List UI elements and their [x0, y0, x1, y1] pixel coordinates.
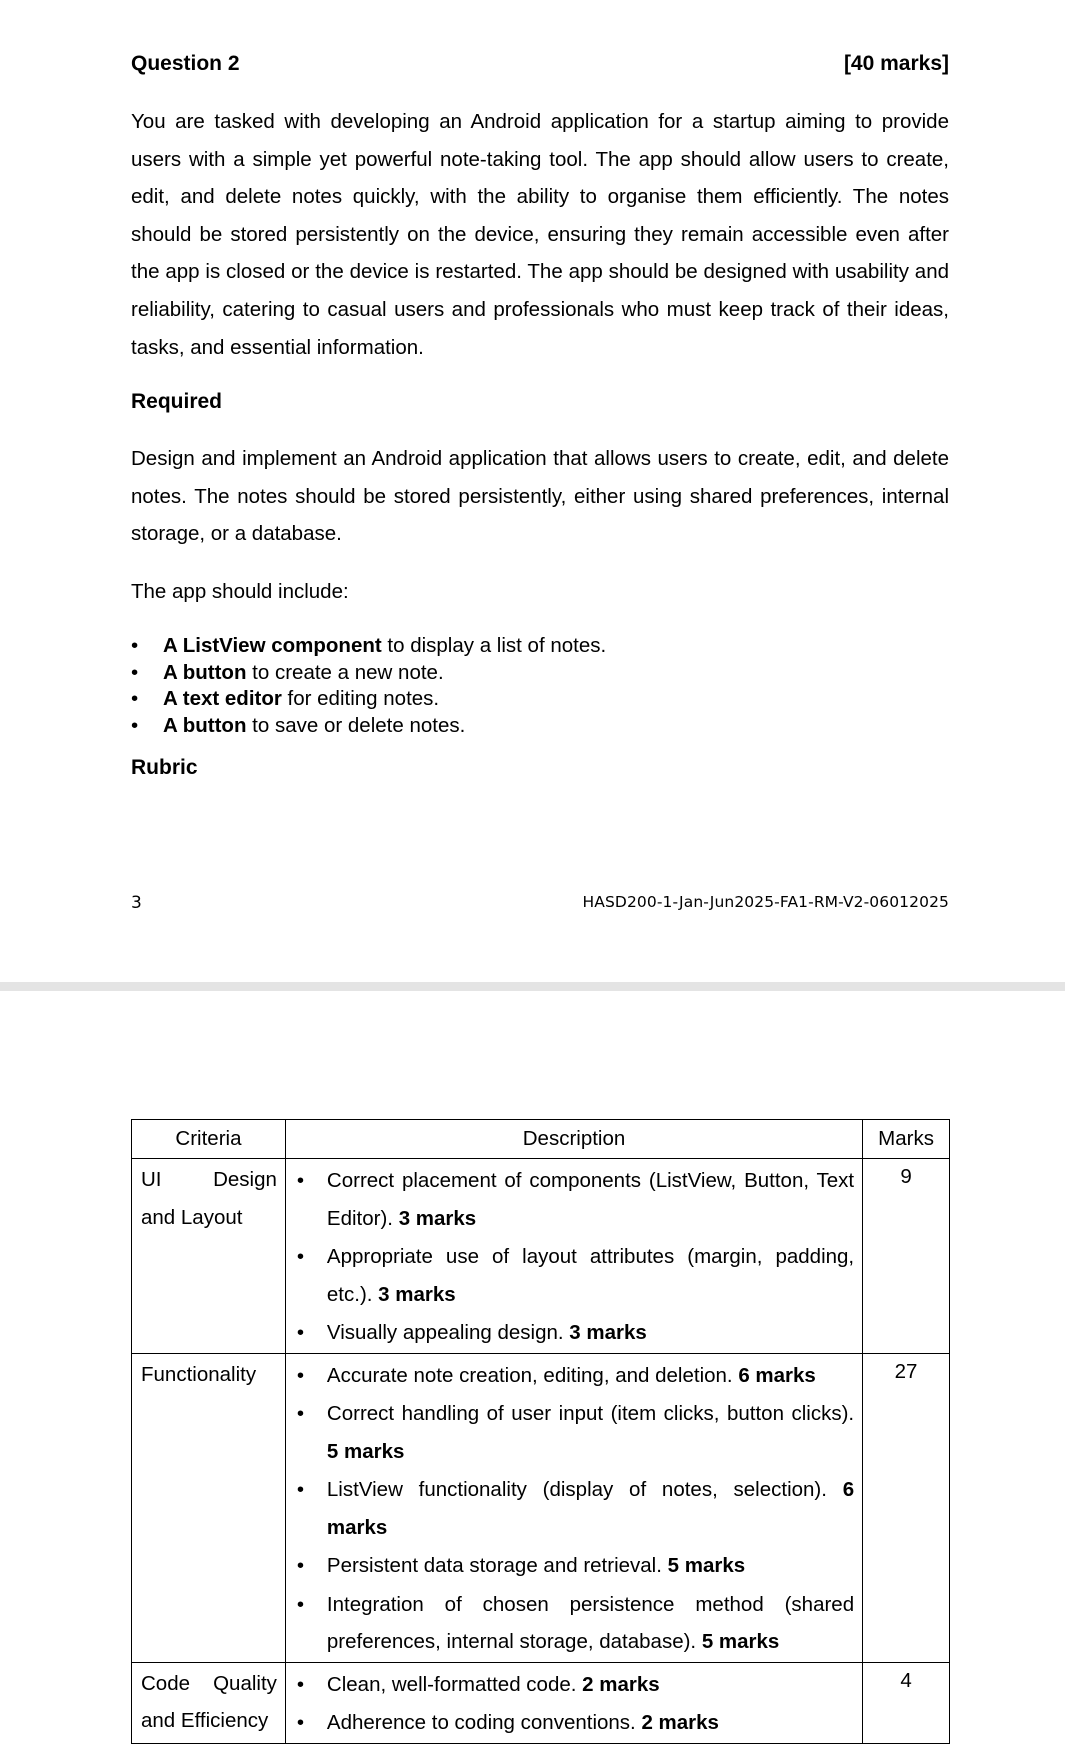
page-divider: [0, 982, 1065, 991]
criteria-line: and Layout: [141, 1205, 243, 1229]
description-cell: [285, 1662, 862, 1743]
description-item: [286, 1586, 854, 1661]
description-text: Correct placement of components (ListView, Button, Text Editor).: [326, 1169, 855, 1230]
description-item: [286, 1547, 854, 1585]
header-description: Description: [285, 1120, 862, 1159]
bullet-icon: •: [296, 1672, 305, 1696]
criteria-line: [141, 1665, 277, 1703]
description-cell: [285, 1159, 862, 1354]
bullet-icon: •: [131, 660, 139, 684]
requirement-bold: A button: [163, 660, 247, 684]
description-text: ListView functionality (display of notes, selection).: [326, 1478, 843, 1501]
bullet-icon: •: [296, 1363, 305, 1387]
requirement-bold: A text editor: [163, 687, 282, 710]
criteria-word: Functionality: [141, 1362, 257, 1386]
description-text: Visually appealing design.: [326, 1321, 570, 1344]
rubric-table: [131, 1119, 950, 1744]
bullet-icon: •: [296, 1402, 305, 1425]
question-intro: You are tasked with developing an Android application for a startup aiming to provide users with a simple yet powerful note-taking tool. The app should allow users to create, edit, and delete notes quickly, with the ability to organise them efficiently. The notes should be stored persistently on the device, ensuring they remain accessible even after the app is closed or the device is restarted. The app should be designed with usability and reliability, catering to casual users and professionals who must keep track of their ideas, tasks, and essential information.: [131, 110, 949, 359]
document-code: HASD200-1-Jan-Jun2025-FA1-RM-V2-06012025: [582, 893, 949, 911]
question-title: Question 2: [131, 52, 240, 75]
requirement-text: to display a list of notes.: [381, 634, 607, 657]
page-number: 3: [131, 893, 142, 913]
rubric-row: [132, 1159, 950, 1354]
requirement-bold: A button: [163, 713, 247, 737]
description-text: Clean, well-formatted code.: [326, 1672, 583, 1696]
bullet-icon: •: [296, 1554, 305, 1577]
description-marks: 3 marks: [378, 1282, 456, 1306]
criteria-line: and Efficiency: [141, 1709, 269, 1732]
description-marks: 2 marks: [582, 1672, 660, 1696]
requirement-item: [131, 660, 949, 687]
bullet-icon: •: [296, 1711, 305, 1734]
criteria-word: Design: [213, 1168, 277, 1191]
description-text: Persistent data storage and retrieval.: [326, 1554, 668, 1577]
marks-cell: 27: [863, 1353, 950, 1662]
bullet-icon: •: [296, 1169, 305, 1192]
description-text: Accurate note creation, editing, and deletion.: [326, 1363, 739, 1387]
description-item: [286, 1162, 854, 1237]
description-marks: 5 marks: [701, 1630, 780, 1653]
criteria-word: UI: [141, 1168, 162, 1191]
rubric-row: [132, 1353, 950, 1662]
required-text: Design and implement an Android application that allows users to create, edit, and delete notes. The notes should be stored persistently, either using shared preferences, internal storage, or a database.: [131, 447, 949, 546]
requirement-item: [131, 686, 949, 713]
requirement-text: to create a new note.: [246, 660, 444, 684]
description-text: Integration of chosen persistence method (shared preferences, internal storage, database).: [326, 1592, 855, 1653]
include-label: The app should include:: [131, 580, 349, 603]
criteria-word: Quality: [213, 1671, 277, 1695]
bullet-icon: •: [296, 1321, 305, 1344]
description-marks: 6 marks: [326, 1478, 855, 1539]
criteria-cell: [132, 1353, 286, 1662]
criteria-line: [141, 1356, 277, 1394]
description-list: [286, 1663, 862, 1742]
bullet-icon: •: [131, 713, 139, 737]
rubric-heading: Rubric: [131, 756, 198, 779]
rubric-row: [132, 1662, 950, 1743]
header-marks: Marks: [863, 1120, 950, 1159]
criteria-cell: [132, 1159, 286, 1354]
page-footer: [131, 893, 949, 913]
criteria-word: Code: [141, 1671, 191, 1695]
requirement-bold: A ListView component: [163, 634, 382, 657]
description-item: [286, 1238, 854, 1313]
description-list: [286, 1354, 862, 1661]
description-marks: 6 marks: [738, 1363, 816, 1387]
description-list: [286, 1159, 862, 1352]
marks-cell: 4: [863, 1662, 950, 1743]
description-item: [286, 1395, 854, 1470]
question-marks: [40 marks]: [843, 52, 949, 75]
description-item: [286, 1357, 854, 1395]
requirement-text: to save or delete notes.: [246, 713, 466, 737]
description-item: [286, 1471, 854, 1546]
requirement-item: [131, 633, 949, 660]
requirements-list: [131, 633, 949, 739]
question-header: [131, 52, 949, 76]
required-heading: Required: [131, 390, 223, 413]
description-text: Appropriate use of layout attributes (margin, padding, etc.).: [326, 1245, 855, 1306]
bullet-icon: •: [296, 1592, 305, 1616]
criteria-cell: [132, 1662, 286, 1743]
description-cell: [285, 1353, 862, 1662]
description-item: [286, 1704, 854, 1742]
marks-cell: 9: [863, 1159, 950, 1354]
description-marks: 3 marks: [398, 1206, 477, 1230]
bullet-icon: •: [296, 1245, 305, 1268]
description-item: [286, 1314, 854, 1352]
rubric-header-row: [132, 1120, 950, 1159]
description-marks: 3 marks: [569, 1321, 647, 1344]
bullet-icon: •: [131, 634, 139, 657]
description-marks: 5 marks: [667, 1554, 746, 1577]
description-marks: 2 marks: [641, 1711, 719, 1734]
requirement-item: [131, 713, 949, 740]
bullet-icon: •: [131, 687, 139, 710]
description-text: Adherence to coding conventions.: [326, 1711, 642, 1734]
requirement-text: for editing notes.: [281, 687, 440, 710]
bullet-icon: •: [296, 1478, 305, 1501]
description-item: [286, 1666, 854, 1704]
criteria-line: [141, 1161, 277, 1199]
description-marks: 5 marks: [326, 1439, 405, 1463]
header-criteria: Criteria: [132, 1120, 286, 1159]
description-text: Correct handling of user input (item clicks, button clicks).: [326, 1402, 855, 1425]
